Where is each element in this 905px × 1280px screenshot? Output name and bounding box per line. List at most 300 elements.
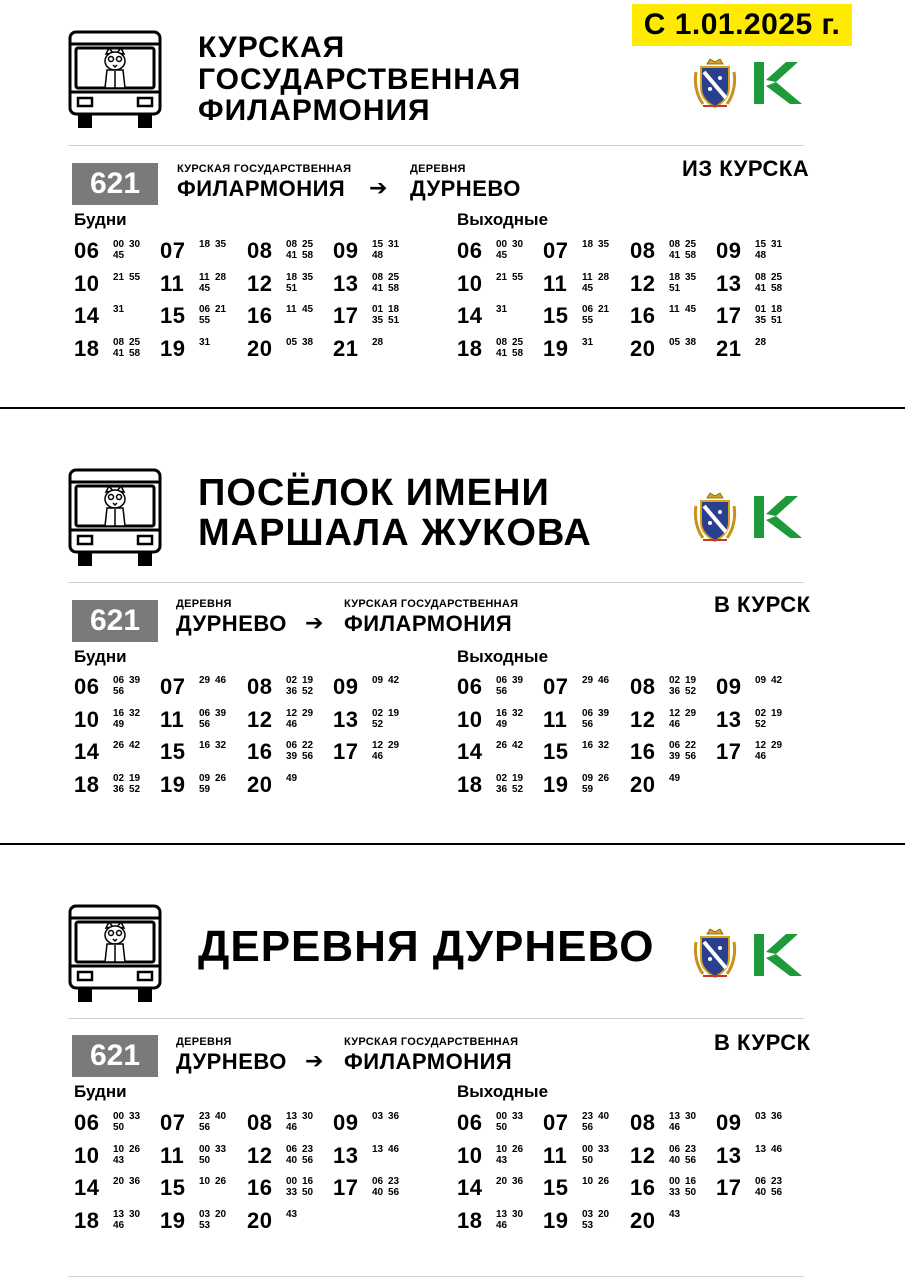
minute-value: 01 bbox=[755, 304, 767, 315]
hour-cell bbox=[160, 271, 244, 301]
weekday-label: Будни bbox=[74, 647, 127, 666]
to-stop-small: КУРСКАЯ ГОСУДАРСТВЕННАЯ bbox=[344, 1036, 519, 1048]
minute-value: 41 bbox=[755, 282, 767, 294]
minute-value: 05 bbox=[286, 336, 298, 348]
minutes bbox=[199, 740, 231, 751]
from-stop-name: ФИЛАРМОНИЯ bbox=[177, 176, 346, 201]
minutes-row bbox=[113, 337, 145, 348]
minute-value: 16 bbox=[582, 740, 594, 751]
hour-number: 06 bbox=[74, 238, 100, 263]
hour-cell bbox=[630, 707, 714, 737]
minutes-row bbox=[669, 1176, 701, 1187]
hour-number: 20 bbox=[630, 771, 656, 797]
minutes bbox=[755, 239, 787, 261]
minutes-row bbox=[113, 1122, 145, 1133]
minute-value: 30 bbox=[512, 1208, 524, 1220]
hour-number: 18 bbox=[457, 771, 483, 797]
minute-value: 10 bbox=[113, 1143, 125, 1155]
hour-number: 11 bbox=[543, 1142, 568, 1168]
minute-value: 33 bbox=[598, 1143, 610, 1155]
minutes-row bbox=[199, 784, 231, 795]
hour-number: 19 bbox=[160, 1207, 186, 1233]
minute-value: 58 bbox=[302, 250, 314, 261]
minutes bbox=[496, 1176, 528, 1187]
minute-value: 52 bbox=[302, 686, 314, 697]
minutes-row bbox=[669, 272, 701, 283]
minute-value: 36 bbox=[113, 783, 125, 795]
minutes bbox=[496, 1209, 528, 1231]
hour-number: 21 bbox=[333, 335, 359, 361]
minutes-row bbox=[372, 1176, 404, 1187]
hour-number: 07 bbox=[543, 238, 569, 263]
minute-value: 32 bbox=[129, 707, 141, 719]
minute-value: 39 bbox=[512, 675, 524, 686]
minute-value: 33 bbox=[129, 1111, 141, 1122]
minute-value: 03 bbox=[199, 1208, 211, 1220]
minutes-row bbox=[496, 239, 528, 250]
minute-value: 09 bbox=[755, 675, 767, 686]
minute-value: 11 bbox=[582, 271, 593, 283]
minutes bbox=[199, 239, 231, 250]
hour-number: 20 bbox=[247, 771, 273, 797]
minute-value: 40 bbox=[598, 1111, 610, 1122]
minutes-row bbox=[582, 719, 614, 730]
hour-cell bbox=[630, 772, 714, 802]
minutes-row bbox=[496, 1122, 528, 1133]
minute-value: 30 bbox=[129, 239, 141, 250]
minute-value: 10 bbox=[582, 1176, 594, 1187]
minutes-row bbox=[372, 272, 404, 283]
minutes-row bbox=[113, 239, 145, 250]
minute-value: 09 bbox=[199, 772, 211, 784]
weekend-label: Выходные bbox=[457, 647, 549, 666]
minutes-row bbox=[755, 337, 771, 348]
hour-number: 10 bbox=[457, 270, 483, 296]
minute-value: 55 bbox=[199, 315, 211, 326]
minute-value: 26 bbox=[598, 772, 610, 784]
minutes-row bbox=[669, 686, 701, 697]
hour-number: 14 bbox=[74, 303, 100, 328]
minute-value: 18 bbox=[582, 239, 594, 250]
hour-cell bbox=[333, 1175, 417, 1205]
minute-value: 42 bbox=[388, 675, 400, 686]
hour-cell bbox=[457, 1208, 541, 1238]
hour-cell bbox=[716, 1143, 800, 1173]
minute-value: 28 bbox=[372, 336, 384, 348]
minute-value: 16 bbox=[302, 1176, 314, 1187]
minutes bbox=[496, 304, 512, 315]
hour-number: 09 bbox=[333, 238, 359, 263]
minutes-row bbox=[199, 283, 231, 294]
minute-value: 51 bbox=[771, 315, 783, 326]
minute-value: 46 bbox=[496, 1219, 508, 1231]
stop-title bbox=[198, 474, 592, 554]
minute-value: 56 bbox=[582, 1122, 594, 1133]
hour-number: 07 bbox=[543, 674, 569, 699]
minutes-row bbox=[755, 1176, 787, 1187]
hour-number: 11 bbox=[160, 706, 185, 732]
minutes bbox=[372, 675, 404, 686]
hour-number: 16 bbox=[630, 303, 656, 328]
minute-value: 46 bbox=[598, 675, 610, 686]
minutes-row bbox=[669, 337, 701, 348]
minutes bbox=[199, 1209, 231, 1231]
kursk-emblem-icon bbox=[693, 58, 737, 110]
minute-value: 45 bbox=[113, 250, 125, 261]
minutes-row bbox=[113, 1111, 145, 1122]
minutes-row bbox=[669, 1209, 685, 1220]
from-stop-small: ДЕРЕВНЯ bbox=[176, 1036, 232, 1048]
minute-value: 31 bbox=[582, 336, 594, 348]
hour-cell bbox=[630, 271, 714, 301]
minute-value: 45 bbox=[496, 250, 508, 261]
minutes bbox=[286, 708, 318, 730]
minute-value: 40 bbox=[372, 1187, 384, 1198]
minute-value: 00 bbox=[496, 239, 508, 250]
minutes bbox=[286, 304, 318, 315]
hour-number: 07 bbox=[160, 674, 186, 699]
minute-value: 32 bbox=[598, 740, 610, 751]
transport-logo-icon bbox=[752, 60, 804, 106]
minutes bbox=[669, 272, 701, 294]
minutes-row bbox=[113, 304, 129, 315]
stop-title-line: КУРСКАЯ bbox=[198, 31, 346, 64]
minute-value: 46 bbox=[113, 1219, 125, 1231]
minutes-row bbox=[286, 1187, 318, 1198]
minute-value: 35 bbox=[372, 315, 384, 326]
minutes-row bbox=[286, 239, 318, 250]
kursk-emblem-icon bbox=[693, 928, 737, 980]
weekday-label: Будни bbox=[74, 210, 127, 229]
hour-number: 19 bbox=[543, 771, 569, 797]
minutes bbox=[113, 773, 145, 795]
hour-number: 16 bbox=[630, 1175, 656, 1200]
minutes-row bbox=[199, 1144, 231, 1155]
minutes-row bbox=[496, 1144, 528, 1155]
minutes-row bbox=[372, 751, 404, 762]
minutes-row bbox=[113, 675, 145, 686]
minutes-row bbox=[496, 1176, 528, 1187]
stop-title-line: ДЕРЕВНЯ ДУРНЕВО bbox=[198, 922, 655, 971]
hour-cell bbox=[333, 1143, 417, 1173]
minute-value: 02 bbox=[496, 772, 508, 784]
minute-value: 20 bbox=[598, 1208, 610, 1220]
minutes bbox=[496, 272, 528, 283]
minute-value: 50 bbox=[496, 1122, 508, 1133]
minute-value: 36 bbox=[286, 686, 298, 697]
hour-cell bbox=[543, 1110, 627, 1140]
hour-number: 14 bbox=[457, 1175, 483, 1200]
hour-cell bbox=[160, 674, 244, 704]
hour-cell bbox=[247, 336, 331, 366]
minutes bbox=[113, 272, 145, 283]
minutes-row bbox=[582, 315, 614, 326]
hour-number: 16 bbox=[247, 1175, 273, 1200]
from-stop-small: КУРСКАЯ ГОСУДАРСТВЕННАЯ bbox=[177, 163, 352, 175]
hour-cell bbox=[247, 772, 331, 802]
hour-number: 06 bbox=[457, 1110, 483, 1135]
hour-number: 16 bbox=[247, 739, 273, 764]
minutes-row bbox=[496, 686, 528, 697]
minutes-row bbox=[372, 304, 404, 315]
minute-value: 13 bbox=[669, 1111, 681, 1122]
hour-number: 06 bbox=[457, 238, 483, 263]
minutes-row bbox=[199, 239, 231, 250]
to-stop-small: ДЕРЕВНЯ bbox=[410, 163, 466, 175]
minute-value: 21 bbox=[113, 271, 125, 283]
minute-value: 00 bbox=[669, 1176, 681, 1187]
minutes-row bbox=[199, 708, 231, 719]
minutes-row bbox=[496, 1209, 528, 1220]
minute-value: 23 bbox=[388, 1176, 400, 1187]
minutes-row bbox=[755, 708, 787, 719]
route-number-badge: 621 bbox=[72, 600, 158, 642]
hour-number: 17 bbox=[716, 303, 742, 328]
hour-cell bbox=[160, 707, 244, 737]
minutes bbox=[113, 708, 145, 730]
minutes-row bbox=[286, 708, 318, 719]
hour-cell bbox=[543, 336, 627, 366]
minute-value: 10 bbox=[496, 1143, 508, 1155]
minute-value: 16 bbox=[199, 740, 211, 751]
minute-value: 25 bbox=[685, 239, 697, 250]
hour-number: 15 bbox=[543, 739, 569, 764]
minute-value: 35 bbox=[302, 271, 314, 283]
minutes-row bbox=[669, 1144, 701, 1155]
hour-number: 14 bbox=[74, 1175, 100, 1200]
hour-cell bbox=[333, 707, 417, 737]
minute-value: 43 bbox=[496, 1154, 508, 1166]
hour-cell bbox=[457, 772, 541, 802]
stop-title-line: ФИЛАРМОНИЯ bbox=[198, 94, 431, 127]
minutes bbox=[199, 1144, 231, 1166]
stop-title-line: ГОСУДАРСТВЕННАЯ bbox=[198, 62, 522, 96]
hour-cell bbox=[74, 336, 158, 366]
minute-value: 18 bbox=[199, 239, 211, 250]
hour-cell bbox=[543, 271, 627, 301]
hour-cell bbox=[716, 271, 800, 301]
hour-cell bbox=[716, 238, 800, 268]
minutes-row bbox=[286, 751, 318, 762]
hour-cell bbox=[630, 1110, 714, 1140]
minutes bbox=[372, 1176, 404, 1198]
hour-cell bbox=[247, 674, 331, 704]
minutes-row bbox=[372, 1187, 404, 1198]
hour-number: 14 bbox=[74, 739, 100, 764]
minutes-row bbox=[669, 751, 701, 762]
hour-number: 13 bbox=[333, 706, 359, 732]
hour-number: 20 bbox=[630, 335, 656, 361]
minutes-row bbox=[582, 1220, 614, 1231]
minute-value: 31 bbox=[496, 304, 508, 315]
minute-value: 49 bbox=[113, 718, 125, 730]
hour-cell bbox=[543, 739, 627, 769]
minute-value: 52 bbox=[372, 718, 384, 730]
minutes bbox=[669, 337, 701, 348]
hour-number: 16 bbox=[630, 739, 656, 764]
minutes-row bbox=[669, 773, 685, 784]
minute-value: 11 bbox=[669, 304, 680, 315]
minutes-row bbox=[669, 740, 701, 751]
minutes-row bbox=[199, 1155, 231, 1166]
hour-number: 14 bbox=[457, 739, 483, 764]
minutes-row bbox=[199, 1209, 231, 1220]
minutes-row bbox=[582, 1111, 614, 1122]
minute-value: 53 bbox=[199, 1219, 211, 1231]
minute-value: 02 bbox=[669, 675, 681, 686]
minutes-row bbox=[582, 708, 614, 719]
minute-value: 35 bbox=[755, 315, 767, 326]
minutes bbox=[113, 675, 145, 697]
hour-cell bbox=[716, 739, 800, 769]
minute-value: 22 bbox=[302, 740, 314, 751]
minute-value: 31 bbox=[388, 239, 400, 250]
minute-value: 49 bbox=[669, 772, 681, 784]
stop-title bbox=[198, 924, 654, 970]
minute-value: 50 bbox=[685, 1187, 697, 1198]
minutes bbox=[582, 1209, 614, 1231]
minutes-row bbox=[199, 740, 231, 751]
hour-number: 14 bbox=[457, 303, 483, 328]
minutes-row bbox=[286, 773, 302, 784]
hour-cell bbox=[457, 739, 541, 769]
minutes-row bbox=[582, 740, 614, 751]
hour-number: 09 bbox=[716, 674, 742, 699]
minutes-row bbox=[113, 1176, 145, 1187]
minute-value: 41 bbox=[669, 250, 681, 261]
minutes-row bbox=[113, 272, 145, 283]
hour-number: 08 bbox=[630, 1110, 656, 1135]
minutes-row bbox=[286, 283, 318, 294]
minute-value: 05 bbox=[669, 336, 681, 348]
hour-number: 06 bbox=[74, 1110, 100, 1135]
minute-value: 56 bbox=[582, 718, 594, 730]
minute-value: 45 bbox=[302, 304, 314, 315]
hour-number: 17 bbox=[333, 1175, 359, 1200]
minute-value: 56 bbox=[388, 1187, 400, 1198]
minute-value: 02 bbox=[372, 707, 384, 719]
minutes-row bbox=[582, 337, 598, 348]
minute-value: 20 bbox=[496, 1176, 508, 1187]
minutes-row bbox=[372, 719, 404, 730]
hour-number: 17 bbox=[716, 739, 742, 764]
hour-cell bbox=[160, 303, 244, 333]
hour-cell bbox=[457, 1175, 541, 1205]
hour-number: 15 bbox=[160, 739, 186, 764]
minute-value: 42 bbox=[129, 740, 141, 751]
minutes-row bbox=[286, 337, 318, 348]
hour-number: 18 bbox=[74, 1207, 100, 1233]
minute-value: 39 bbox=[598, 707, 610, 719]
minutes-row bbox=[496, 348, 528, 359]
minute-value: 55 bbox=[512, 271, 524, 283]
minutes-row bbox=[755, 283, 787, 294]
hour-number: 13 bbox=[333, 1142, 359, 1168]
minutes-row bbox=[496, 1220, 528, 1231]
hour-number: 15 bbox=[160, 303, 186, 328]
hour-cell bbox=[160, 1208, 244, 1238]
minutes-row bbox=[113, 1220, 145, 1231]
minute-value: 06 bbox=[496, 675, 508, 686]
minutes bbox=[199, 304, 231, 326]
hour-number: 13 bbox=[716, 270, 742, 296]
minute-value: 08 bbox=[113, 336, 125, 348]
minute-value: 59 bbox=[582, 783, 594, 795]
hour-cell bbox=[630, 1208, 714, 1238]
hour-cell bbox=[160, 1110, 244, 1140]
minute-value: 36 bbox=[512, 1176, 524, 1187]
minute-value: 19 bbox=[771, 707, 783, 719]
minute-value: 46 bbox=[388, 1143, 400, 1155]
minutes-row bbox=[286, 1111, 318, 1122]
hour-cell bbox=[247, 303, 331, 333]
minute-value: 06 bbox=[113, 675, 125, 686]
hour-cell bbox=[74, 303, 158, 333]
minutes bbox=[199, 272, 231, 294]
minute-value: 52 bbox=[129, 783, 141, 795]
minute-value: 08 bbox=[496, 336, 508, 348]
minute-value: 06 bbox=[199, 707, 211, 719]
arrow-right-icon: ➔ bbox=[305, 610, 324, 635]
minutes bbox=[582, 773, 614, 795]
hour-number: 10 bbox=[74, 1142, 100, 1168]
minute-value: 36 bbox=[771, 1111, 783, 1122]
minutes-row bbox=[286, 1155, 318, 1166]
minutes bbox=[669, 1176, 701, 1198]
minute-value: 06 bbox=[669, 740, 681, 751]
minutes-row bbox=[286, 719, 318, 730]
minute-value: 26 bbox=[129, 1143, 141, 1155]
minutes-row bbox=[286, 1176, 318, 1187]
minute-value: 33 bbox=[512, 1111, 524, 1122]
minutes-row bbox=[755, 304, 787, 315]
minutes-row bbox=[372, 675, 404, 686]
minutes bbox=[372, 337, 388, 348]
minute-value: 39 bbox=[129, 675, 141, 686]
minutes bbox=[582, 239, 614, 250]
minutes bbox=[113, 740, 145, 751]
minutes-row bbox=[496, 773, 528, 784]
date-badge: С 1.01.2025 г. bbox=[632, 4, 852, 46]
minutes-row bbox=[582, 239, 614, 250]
hour-number: 12 bbox=[247, 1142, 273, 1168]
minute-value: 06 bbox=[755, 1176, 767, 1187]
minutes bbox=[113, 1176, 145, 1187]
minutes-row bbox=[755, 675, 787, 686]
minute-value: 56 bbox=[199, 1122, 211, 1133]
hour-number: 18 bbox=[457, 335, 483, 361]
minutes bbox=[582, 1176, 614, 1187]
minutes bbox=[372, 1144, 404, 1155]
minutes-row bbox=[582, 1122, 614, 1133]
minute-value: 56 bbox=[685, 1154, 697, 1166]
hour-cell bbox=[74, 238, 158, 268]
minute-value: 00 bbox=[113, 239, 125, 250]
minute-value: 40 bbox=[755, 1187, 767, 1198]
minute-value: 46 bbox=[669, 718, 681, 730]
minutes bbox=[496, 1144, 528, 1166]
minute-value: 58 bbox=[771, 282, 783, 294]
minutes-row bbox=[582, 272, 614, 283]
minutes-row bbox=[199, 337, 215, 348]
minute-value: 42 bbox=[512, 740, 524, 751]
minute-value: 18 bbox=[669, 271, 681, 283]
minute-value: 02 bbox=[755, 707, 767, 719]
minutes bbox=[496, 708, 528, 730]
minute-value: 30 bbox=[302, 1111, 314, 1122]
minute-value: 35 bbox=[598, 239, 610, 250]
minutes bbox=[582, 1144, 614, 1166]
